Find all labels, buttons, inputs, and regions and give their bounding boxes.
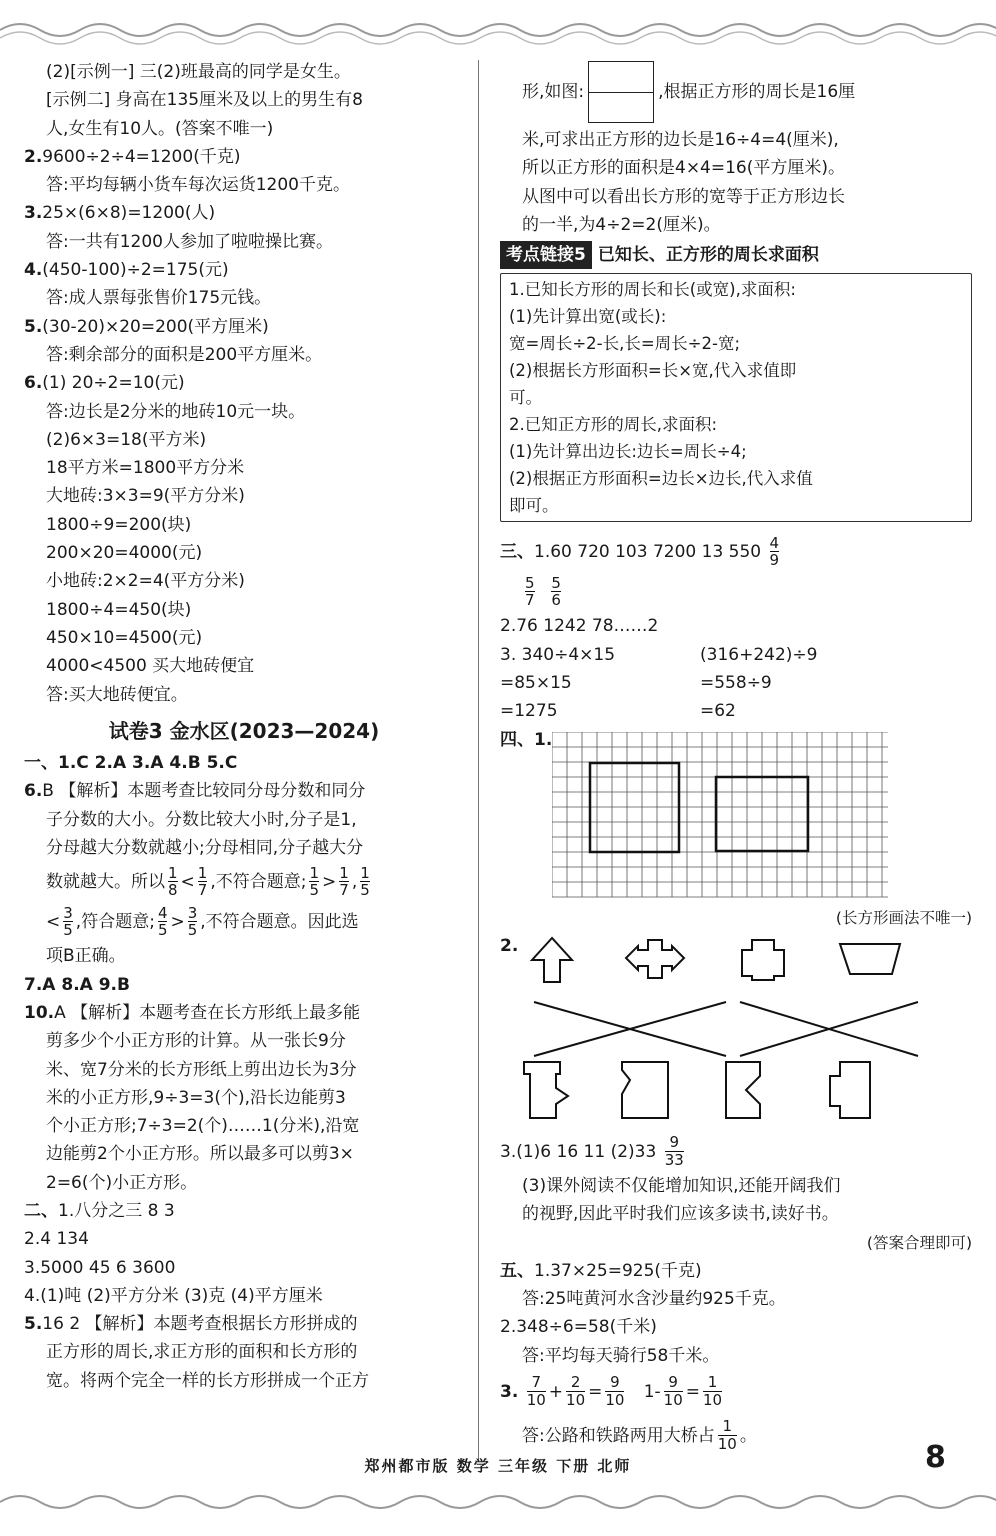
text-line: 所以正方形的面积是4×4=16(平方厘米)。: [522, 158, 846, 179]
fraction: [605, 1375, 624, 1409]
fraction: [525, 573, 535, 610]
text-line: 2=6(个)小正方形。: [46, 1172, 198, 1193]
fraction: [566, 1375, 585, 1409]
half-shape-icon: [622, 1062, 668, 1118]
text-line: (2)根据正方形面积=边长×边长,代入求值: [509, 469, 813, 489]
footer: 郑州都市版 数学 三年级 下册 北师: [364, 1457, 632, 1475]
text-line: 从图中可以看出长方形的宽等于正方形边长: [522, 186, 845, 207]
part-prefix: 四、1.: [500, 729, 553, 750]
text-line: 答:边长是2分米的地砖10元一块。: [46, 401, 306, 422]
text-line: 子分数的大小。分数比较大小时,分子是1,: [46, 809, 357, 830]
fraction-line-1: 数就越大。所以 $\frac{1}{8}$ < $\frac{1}{7}$ ,不符合题意; $\frac{1}{5}$ > $\frac{1}{7}$ , $\frac{1}{5}$: [46, 863, 370, 900]
q-number: 3.: [24, 203, 43, 224]
text-line: B 【解析】本题考查比较同分母分数和同分: [42, 781, 366, 802]
part-prefix: 二、: [24, 1200, 58, 1221]
kp-badge: 考点链接5: [500, 241, 592, 269]
text-line: 1.已知长方形的周长和长(或宽),求面积:: [509, 280, 796, 300]
q-number: 6.: [24, 373, 43, 394]
text-line: 宽。将两个完全一样的长方形拼成一个正方: [46, 1370, 369, 1391]
half-shape-icon: [524, 1062, 568, 1118]
answers-line: 1.C 2.A 3.A 4.B 5.C: [58, 753, 238, 774]
answer-text: 。: [739, 1426, 757, 1447]
text-line: (2)[示例一] 三(2)班最高的同学是女生。: [46, 62, 351, 82]
text-line: 200×20=4000(元): [46, 543, 203, 564]
denominator: 10: [566, 1391, 586, 1410]
text-line: (1)先计算出边长:边长=周长÷4;: [509, 442, 747, 462]
q-number: 5.: [24, 316, 43, 337]
text-line: 可。: [509, 388, 542, 408]
text-line: 米,可求出正方形的边长是16÷4=4(厘米),: [522, 130, 839, 150]
fraction: [665, 1135, 684, 1169]
fraction: [664, 1375, 683, 1409]
left-column: [24, 58, 464, 1395]
q-number: 3.: [500, 1382, 519, 1403]
calc-row: [500, 641, 972, 669]
denominator: 10: [663, 1391, 683, 1410]
q-number: 4.: [24, 260, 43, 281]
q3-line: [500, 1132, 972, 1172]
q-number: 5.: [24, 1314, 43, 1335]
text-line: 剪多少个小正方形的计算。从一张长9分: [46, 1031, 346, 1052]
text-line: (1)先计算出宽(或长):: [509, 307, 667, 327]
text-line: 1800÷4=450(块): [46, 599, 192, 620]
text-line: (2)6×3=18(平方米): [46, 429, 207, 450]
fraction: [551, 573, 561, 610]
cross-arrow-shape-icon: [626, 940, 684, 978]
text-line: ,根据正方形的周长是16厘: [658, 82, 856, 102]
numerator: 4: [769, 533, 780, 552]
answers-line: 2.76 1242 78……2: [500, 616, 659, 637]
column-divider: [478, 60, 479, 1460]
answer-line: 答:平均每天骑行58千米。: [522, 1345, 720, 1366]
text-line: 2.已知正方形的周长,求面积:: [509, 415, 718, 435]
q-number: 2.: [500, 935, 519, 956]
square-figure: [588, 61, 654, 123]
square-shape: [590, 763, 679, 852]
answer-text: 答:公路和铁路两用大桥占: [522, 1426, 715, 1447]
part-prefix: 一、: [24, 753, 58, 774]
plus-shape-icon: [742, 940, 784, 980]
grid-figure-block: [500, 726, 972, 904]
answers-line: 3.5000 45 6 3600: [24, 1257, 176, 1278]
answers-line: 1.八分之三 8 3: [58, 1200, 175, 1221]
bottom-wave-border: [0, 1488, 996, 1528]
answers-line: 7.A 8.A 9.B: [24, 974, 130, 995]
text-line: 18平方米=1800平方分米: [46, 458, 245, 479]
text-line: (3)课外阅读不仅能增加知识,还能开阔我们: [522, 1175, 841, 1196]
answers-line: 3.(1)6 16 11 (2)33: [500, 1141, 657, 1162]
calc-row: [500, 669, 972, 697]
text-line: 项B正确。: [46, 946, 126, 967]
text-line: 个小正方形;7÷3=2(个)……1(分米),沿宽: [46, 1116, 360, 1137]
equation: (30-20)×20=200(平方厘米): [42, 316, 269, 337]
part-prefix: 五、: [500, 1260, 534, 1281]
q-number: 10.: [24, 1002, 55, 1023]
part3-fractions: [500, 572, 972, 612]
section-title: 试卷3 金水区(2023—2024): [108, 718, 380, 743]
text-line: 答:买大地砖便宜。: [46, 684, 188, 705]
numerator: 5: [551, 573, 561, 592]
page-number: 8: [925, 1440, 946, 1475]
denominator: 9: [769, 551, 780, 570]
text-line: 正方形的周长,求正方形的面积和长方形的: [46, 1342, 358, 1363]
calc-cell: =62: [700, 701, 736, 722]
final-answer: [500, 1414, 972, 1458]
knowledge-point-heading: [500, 241, 972, 269]
denominator: 7: [525, 591, 535, 610]
trapezoid-shape-icon: [840, 944, 900, 974]
figure-line: [500, 58, 972, 126]
note: (答案合理即可): [866, 1233, 972, 1252]
part-prefix: 三、: [500, 542, 534, 563]
calc-row: [500, 697, 972, 725]
denominator: 10: [703, 1391, 723, 1410]
text-line: [示例二] 身高在135厘米及以上的男生有8: [46, 90, 363, 111]
answer-line: 答:25吨黄河水含沙量约925千克。: [522, 1289, 786, 1310]
denominator: 10: [605, 1391, 625, 1410]
equation: 9600÷2÷4=1200(千克): [42, 146, 241, 167]
answer-line: 答:成人票每张售价175元钱。: [46, 288, 272, 309]
symmetry-figure-block: [500, 932, 972, 1132]
matching-drawing: [520, 936, 940, 1132]
numerator: 7: [531, 1373, 542, 1392]
answers-line: 1.60 720 103 7200 13 550: [534, 542, 762, 563]
answer-line: 答:剩余部分的面积是200平方厘米。: [46, 344, 323, 365]
numerator: 2: [570, 1373, 581, 1392]
fraction: [703, 1375, 722, 1409]
text-line: 小地砖:2×2=4(平方分米): [46, 571, 245, 592]
fraction: $\frac{1}{10}$: [717, 1417, 737, 1454]
answer-line: 答:一共有1200人参加了啦啦操比赛。: [46, 231, 333, 252]
numerator: 9: [610, 1373, 620, 1392]
equation: 25×(6×8)=1200(人): [42, 203, 216, 224]
q-number: 6.: [24, 781, 43, 802]
numerator: 9: [669, 1133, 680, 1152]
text-line: 450×10=4500(元): [46, 627, 203, 648]
half-shape-icon: [726, 1062, 760, 1118]
text-line: 米、宽7分米的长方形纸上剪出边长为3分: [46, 1059, 357, 1080]
equation: (450-100)÷2=175(元): [42, 260, 229, 281]
numerator: 1: [707, 1373, 718, 1392]
answers-line: 4.(1)吨 (2)平方分米 (3)克 (4)平方厘米: [24, 1285, 323, 1306]
text-line: 形,如图:: [522, 82, 585, 102]
kp-title: 已知长、正方形的周长求面积: [597, 245, 819, 266]
top-wave-border: [0, 10, 996, 50]
text-line: 大地砖:3×3=9(平方分米): [46, 486, 245, 507]
arrow-shape-icon: [532, 938, 572, 982]
denominator: 6: [551, 591, 561, 610]
part3-line1: [500, 532, 972, 572]
calc-cell: =85×15: [500, 673, 572, 694]
answer-line: 答:平均每辆小货车每次运货1200千克。: [46, 175, 350, 196]
fraction-line-2: < $\frac{3}{5}$ ,符合题意; $\frac{4}{5}$ > $\frac{3}{5}$ ,不符合题意。因此选: [46, 903, 359, 940]
equation: 1.37×25=925(千克): [534, 1260, 702, 1281]
operator: 1-: [643, 1382, 661, 1403]
text-line: A 【解析】本题考查在长方形纸上最多能: [54, 1002, 361, 1023]
calc-cell: (316+242)÷9: [700, 644, 818, 665]
text-line: 分母越大分数就越小;分母相同,分子越大分: [46, 838, 364, 859]
equation: 2.348÷6=58(千米): [500, 1317, 657, 1338]
text-line: 边能剪2个小正方形。所以最多可以剪3×: [46, 1144, 354, 1165]
text-line: 米的小正方形,9÷3=3(个),沿长边能剪3: [46, 1087, 346, 1108]
text-line: 1800÷9=200(块): [46, 514, 192, 535]
note: (长方形画法不唯一): [835, 908, 972, 927]
calc-cell: 3. 340÷4×15: [500, 644, 616, 665]
q-number: 2.: [24, 146, 43, 167]
calc-cell: =558÷9: [700, 673, 772, 694]
text-line: (2)根据长方形面积=长×宽,代入求值即: [509, 361, 797, 381]
numerator: 5: [525, 573, 535, 592]
half-shape-icon: [830, 1062, 870, 1118]
answers-line: 2.4 134: [24, 1229, 89, 1250]
denominator: 33: [664, 1150, 684, 1169]
right-column: [500, 58, 972, 1458]
equation: (1) 20÷2=10(元): [42, 373, 185, 394]
numerator: 9: [668, 1373, 678, 1392]
fraction-equation: 3. $\frac{7}{10}$ + $\frac{2}{10}$ = $\frac{9}{10}$ 1- $\frac{9}{10}$ = $\frac{1}{10}$: [500, 1373, 723, 1410]
text-line: 宽=周长÷2-长,长=周长÷2-宽;: [509, 334, 741, 354]
text-line: 的视野,因此平时我们应该多读书,读好书。: [522, 1204, 839, 1225]
knowledge-point-box: [500, 273, 972, 522]
text-line: 4000<4500 买大地砖便宜: [46, 656, 255, 677]
text-line: 即可。: [509, 496, 559, 516]
denominator: 10: [526, 1391, 546, 1410]
fraction: [769, 533, 780, 570]
text-line: 16 2 【解析】本题考查根据长方形拼成的: [42, 1314, 358, 1335]
text-line: 人,女生有10人。(答案不唯一): [46, 118, 274, 139]
text-line: 的一半,为4÷2=2(厘米)。: [522, 214, 721, 235]
fraction: [527, 1375, 546, 1409]
calc-cell: =1275: [500, 701, 558, 722]
grid-drawing: [552, 732, 890, 898]
